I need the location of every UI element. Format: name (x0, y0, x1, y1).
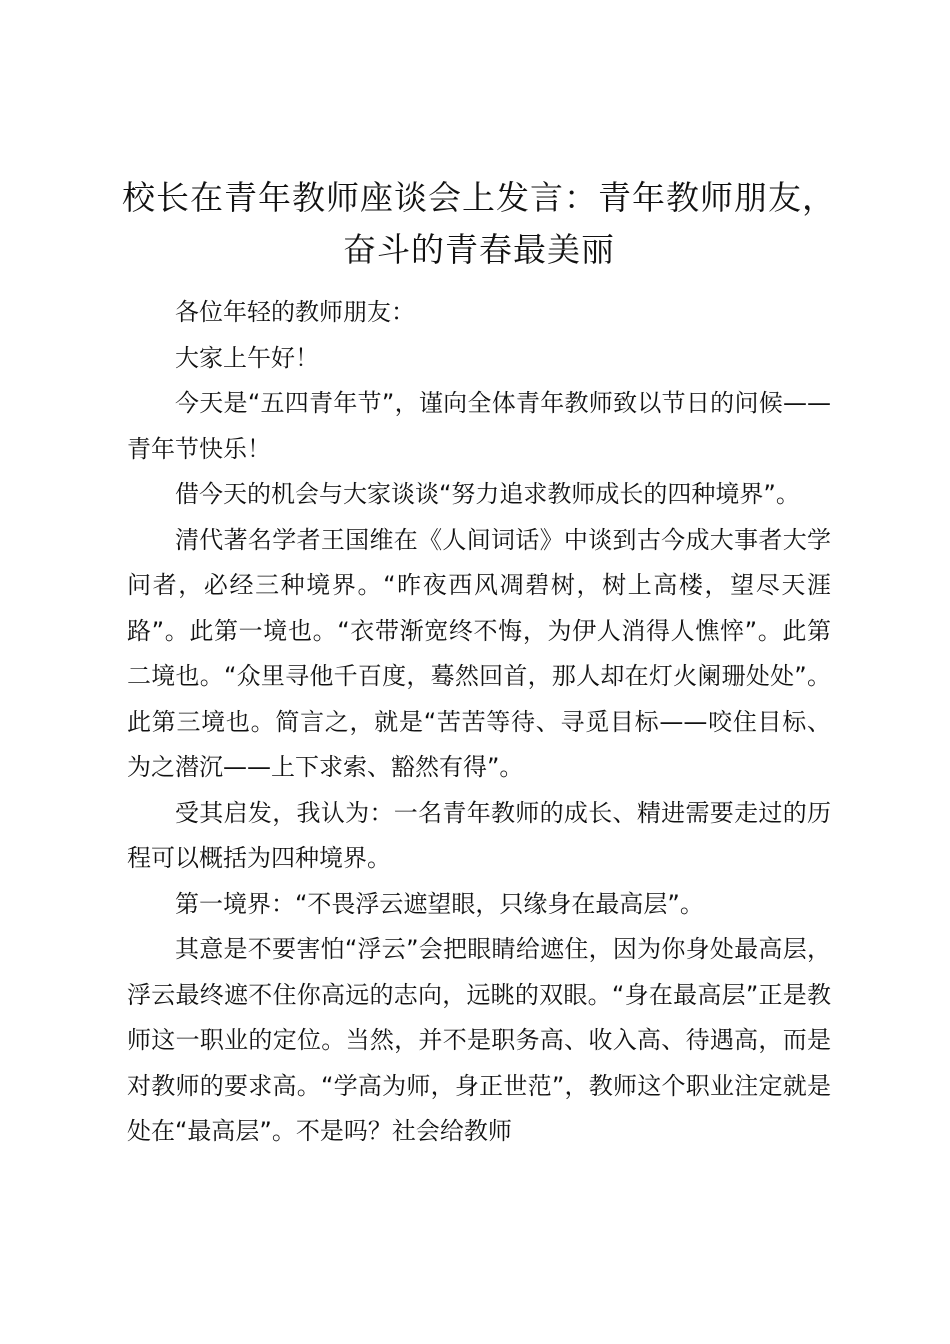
paragraph-salutation: 各位年轻的教师朋友： (175, 298, 415, 326)
paragraph-youth-day: 今天是“五四青年节”，谨向全体青年教师致以节日的问候——青年节快乐！ (127, 389, 831, 463)
document-page (122, 172, 836, 1155)
document-title: 校长在青年教师座谈会上发言：青年教师朋友，奋斗的青春最美丽 (122, 178, 836, 269)
paragraph-greeting: 大家上午好！ (175, 343, 319, 372)
paragraph-first-realm-body: 其意是不要害怕“浮云”会把眼睛给遮住，因为你身处最高层，浮云最终遮不住你高远的志向，远眺的双眼。“身在最高层”正是教师这一职业的定位。当然，并不是职务高、收入高、待遇高，而是对教师的要求高。“学高为师，身正世范”，教师这个职业注定就是处在“最高层”。不是吗？社会给教师 (127, 935, 831, 1145)
paragraph-first-realm-heading: 第一境界：“不畏浮云遮望眼，只缘身在最高层”。 (175, 889, 704, 918)
paragraph-three-realms: 清代著名学者王国维在《人间词话》中谈到古今成大事者大学问者，必经三种境界。“昨夜西风凋碧树，树上高楼，望尽天涯路”。此第一境也。“衣带渐宽终不悔，为伊人消得人憔悴”。此第二境也。“众里寻他千百度，蓦然回首，那人却在灯火阑珊处处”。此第三境也。简言之，就是“苦苦等待、寻觅目标——咬住目标、为之潜沉——上下求索、豁然有得”。 (127, 525, 831, 781)
paragraph-topic: 借今天的机会与大家谈谈“努力追求教师成长的四种境界”。 (175, 480, 800, 508)
paragraph-four-realms: 受其启发，我认为：一名青年教师的成长、精进需要走过的历程可以概括为四种境界。 (127, 798, 831, 872)
